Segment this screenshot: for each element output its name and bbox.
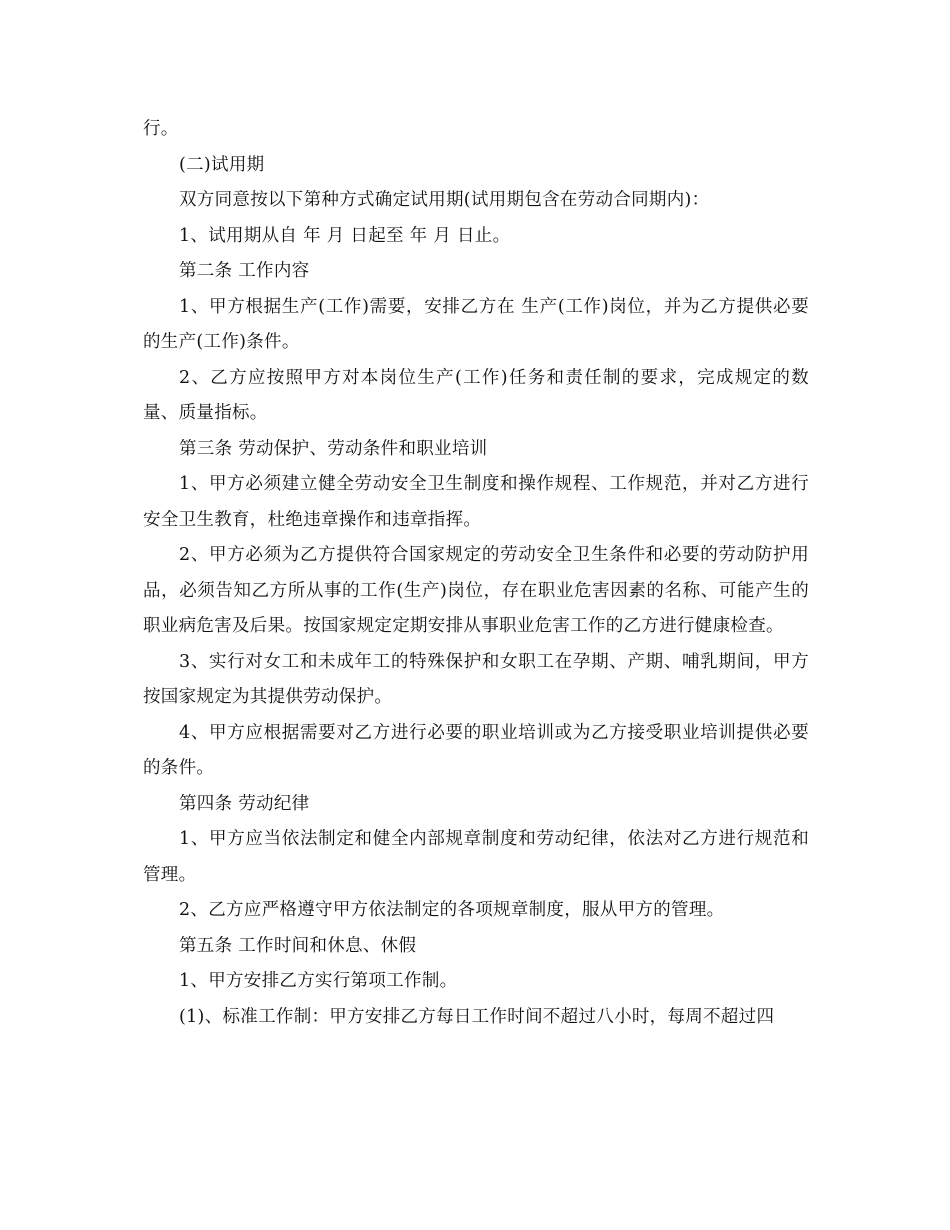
paragraph: 2、乙方应按照甲方对本岗位生产(工作)任务和责任制的要求，完成规定的数量、质量指标。	[143, 367, 809, 423]
paragraph: 2、乙方应严格遵守甲方依法制定的各项规章制度，服从甲方的管理。	[179, 900, 725, 920]
paragraph: 1、甲方应当依法制定和健全内部规章制度和劳动纪律，依法对乙方进行规范和管理。	[143, 829, 809, 885]
paragraph: 2、甲方必须为乙方提供符合国家规定的劳动安全卫生条件和必要的劳动防护用品，必须告知乙方所从事的工作(生产)岗位，存在职业危害因素的名称、可能产生的职业病危害及后果。按国家规定定期安排从事职业危害工作的乙方进行健康检查。	[143, 545, 809, 636]
paragraph: 双方同意按以下第种方式确定试用期(试用期包含在劳动合同期内)：	[179, 190, 710, 210]
paragraph: 1、甲方安排乙方实行第项工作制。	[179, 971, 458, 991]
paragraph: 1、试用期从自 年 月 日起至 年 月 日止。	[179, 225, 511, 246]
article-heading: 第四条 劳动纪律	[179, 793, 310, 814]
paragraph: 4、甲方应根据需要对乙方进行必要的职业培训或为乙方接受职业培训提供必要的条件。	[143, 722, 809, 778]
paragraph: (1)、标准工作制：甲方安排乙方每日工作时间不超过八小时，每周不超过四	[179, 1006, 775, 1027]
paragraph: 1、甲方根据生产(工作)需要，安排乙方在 生产(工作)岗位，并为乙方提供必要的生产(工作)条件。	[143, 296, 809, 352]
article-heading: 第二条 工作内容	[179, 261, 310, 281]
section-heading: (二)试用期	[179, 154, 265, 175]
article-heading: 第三条 劳动保护、劳动条件和职业培训	[179, 438, 488, 459]
document-body	[143, 112, 809, 1035]
paragraph: 行。	[143, 119, 179, 139]
paragraph: 3、实行对女工和未成年工的特殊保护和女职工在孕期、产期、哺乳期间，甲方按国家规定为其提供劳动保护。	[143, 651, 809, 707]
article-heading: 第五条 工作时间和休息、休假	[179, 935, 417, 956]
paragraph: 1、甲方必须建立健全劳动安全卫生制度和操作规程、工作规范，并对乙方进行安全卫生教育，杜绝违章操作和违章指挥。	[143, 474, 809, 530]
